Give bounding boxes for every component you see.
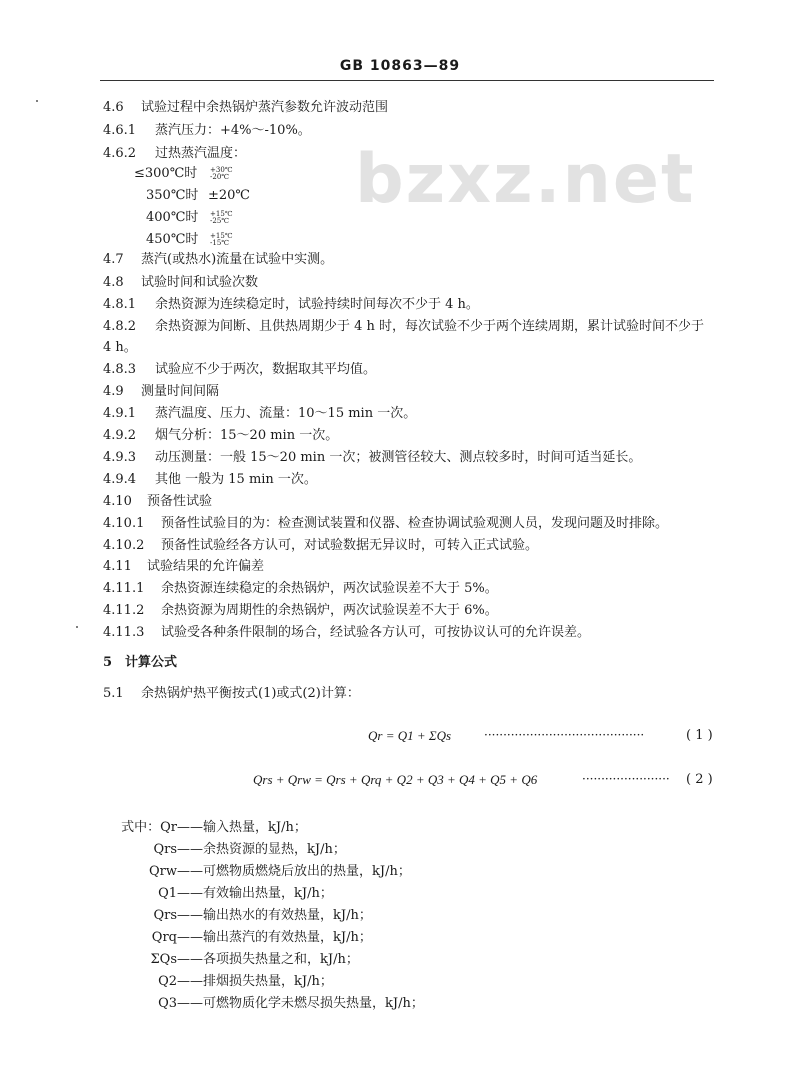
section-text: 测量时间间隔	[141, 384, 220, 399]
section-number: 4.7	[103, 252, 124, 267]
section-text: 余热资源为间断、且供热周期少于 4 h 时，每次试验不少于两个连续周期，累计试验时间不少于	[155, 319, 705, 334]
section-4-6-2	[103, 146, 246, 162]
section-number: 4.8.1	[103, 297, 137, 312]
section-text: 试验受各种条件限制的场合，经试验各方认可，可按协议认可的允许误差。	[161, 625, 591, 640]
section-text: 试验结果的允许偏差	[147, 559, 265, 574]
section-number: 4.11	[103, 559, 132, 574]
temp-label: 400℃时	[146, 210, 199, 225]
definition-symbol: Q3	[158, 996, 177, 1011]
section-text: 余热锅炉热平衡按式(1)或式(2)计算：	[141, 686, 360, 701]
temp-label: ≤300℃时	[134, 166, 198, 181]
formula-leader-dots: ··········································	[484, 728, 645, 742]
definition-item	[103, 842, 346, 858]
section-number: 4.9	[103, 384, 124, 399]
watermark: bzxz.net	[355, 140, 696, 219]
section-5-heading	[103, 655, 177, 671]
section-4-8-2-cont: 4 h。	[103, 340, 137, 355]
section-number: 4.8.2	[103, 319, 137, 334]
temp-tolerance: +15℃ -25℃	[210, 209, 233, 225]
definition-symbol: 式中：Qr	[121, 820, 177, 835]
section-4-10	[103, 494, 212, 510]
section-number: 4.10.2	[103, 538, 145, 553]
definition-text: ——各项损失热量之和，kJ/h；	[177, 952, 359, 967]
definition-item	[103, 952, 359, 968]
definition-text: ——可燃物质化学未燃尽损失热量，kJ/h；	[177, 996, 424, 1011]
scan-speck	[36, 100, 38, 102]
section-4-8-3	[103, 362, 376, 378]
header-rule	[100, 80, 714, 81]
section-number: 4.9.2	[103, 428, 137, 443]
section-5-1	[103, 686, 360, 702]
section-text: 余热资源为连续稳定时，试验持续时间每次不少于 4 h。	[155, 297, 479, 312]
section-4-9-2	[103, 428, 338, 444]
definition-symbol: Q2	[158, 974, 177, 989]
section-text: 过热蒸汽温度：	[155, 146, 247, 161]
page-header-code: GB 10863—89	[339, 58, 461, 74]
definition-text: ——输出蒸汽的有效热量，kJ/h；	[177, 930, 372, 945]
definition-symbol: Qrq	[151, 930, 177, 945]
section-text: 烟气分析：15～20 min 一次。	[155, 428, 339, 443]
section-number: 4.9.1	[103, 406, 137, 421]
section-text: 试验时间和试验次数	[141, 275, 259, 290]
section-4-8-2	[103, 319, 704, 335]
section-4-9-3	[103, 450, 641, 466]
section-number: 4.10	[103, 494, 132, 509]
section-number: 4.11.2	[103, 603, 145, 618]
definition-symbol: ΣQs	[150, 952, 177, 967]
section-4-6-1	[103, 123, 311, 139]
definition-text: ——可燃物质燃烧后放出的热量，kJ/h；	[177, 864, 411, 879]
section-4-10-2	[103, 538, 538, 554]
section-number: 4.6.2	[103, 146, 137, 161]
section-4-9-4	[103, 472, 317, 488]
temp-row	[146, 232, 233, 248]
temp-row	[134, 166, 233, 182]
definition-item	[103, 864, 411, 880]
scan-speck	[76, 626, 78, 628]
definition-text: ——输入热量，kJ/h；	[177, 820, 307, 835]
section-4-9-1	[103, 406, 416, 422]
section-text: 动压测量：一般 15～20 min 一次；被测管径较大、测点较多时，时间可适当延长。	[155, 450, 642, 465]
temp-tolerance: +30℃ -20℃	[210, 165, 233, 181]
section-text: 其他 一般为 15 min 一次。	[155, 472, 317, 487]
section-text: 试验过程中余热锅炉蒸汽参数允许波动范围	[141, 100, 389, 115]
section-4-8-1	[103, 297, 479, 313]
section-4-9	[103, 384, 219, 400]
section-number: 4.11.3	[103, 625, 145, 640]
section-number: 4.9.3	[103, 450, 137, 465]
section-text: 余热资源连续稳定的余热锅炉，两次试验误差不大于 5%。	[161, 581, 498, 596]
definition-item	[103, 996, 424, 1012]
definition-text: ——排烟损失热量，kJ/h；	[177, 974, 333, 989]
section-number: 4.10.1	[103, 516, 145, 531]
temp-row	[146, 188, 250, 204]
section-number: 4.6.1	[103, 123, 137, 138]
definition-item	[103, 908, 372, 924]
section-number: 4.8	[103, 275, 124, 290]
definition-item	[103, 930, 372, 946]
section-text: 试验应不少于两次，数据取其平均值。	[155, 362, 377, 377]
section-text: 余热资源为周期性的余热锅炉，两次试验误差不大于 6%。	[161, 603, 498, 618]
formula-1: Qr = Q1 + ΣQs	[368, 728, 452, 743]
definition-item	[103, 820, 307, 836]
section-number: 4.8.3	[103, 362, 137, 377]
section-4-11-1	[103, 581, 498, 597]
section-number: 4.6	[103, 100, 124, 115]
section-text: 计算公式	[125, 655, 178, 670]
section-4-11	[103, 559, 264, 575]
temp-label: 350℃时	[146, 188, 199, 203]
section-4-6	[103, 100, 388, 116]
section-4-8	[103, 275, 258, 291]
section-text: 蒸汽(或热水)流量在试验中实测。	[141, 252, 334, 267]
definition-item	[103, 886, 333, 902]
formula-1-number: ( 1 )	[686, 728, 713, 743]
definition-symbol: Qrw	[149, 864, 177, 879]
formula-2: Qrs + Qrw = Qrs + Qrq + Q2 + Q3 + Q4 + Q5 + Q6	[253, 772, 538, 787]
definition-text: ——输出热水的有效热量，kJ/h；	[177, 908, 372, 923]
definition-symbol: Q1	[158, 886, 177, 901]
definition-item	[103, 974, 333, 990]
section-4-7	[103, 252, 333, 268]
formula-2-number: ( 2 )	[686, 772, 713, 787]
temp-label: 450℃时	[146, 232, 199, 247]
formula-leader-dots: ·······················	[582, 772, 670, 786]
definition-symbol: Qrs	[153, 908, 177, 923]
section-number: 5.1	[103, 686, 124, 701]
section-text: 蒸汽压力：+4%～-10%。	[155, 123, 311, 138]
temp-tolerance: ±20℃	[208, 188, 250, 203]
definition-symbol: Qrs	[153, 842, 177, 857]
section-text: 预备性试验经各方认可，对试验数据无异议时，可转入正式试验。	[161, 538, 539, 553]
temp-tolerance: +15℃ -15℃	[210, 231, 233, 247]
section-4-11-3	[103, 625, 590, 641]
section-text: 预备性试验目的为：检查测试装置和仪器、检查协调试验观测人员，发现问题及时排除。	[161, 516, 669, 531]
section-number: 5	[103, 655, 113, 670]
section-text: 预备性试验	[147, 494, 213, 509]
section-text: 蒸汽温度、压力、流量：10～15 min 一次。	[155, 406, 417, 421]
definition-text: ——余热资源的显热，kJ/h；	[177, 842, 346, 857]
definition-text: ——有效输出热量，kJ/h；	[177, 886, 333, 901]
section-4-10-1	[103, 516, 668, 532]
section-4-11-2	[103, 603, 498, 619]
temp-row	[146, 210, 233, 226]
section-number: 4.11.1	[103, 581, 145, 596]
section-number: 4.9.4	[103, 472, 137, 487]
